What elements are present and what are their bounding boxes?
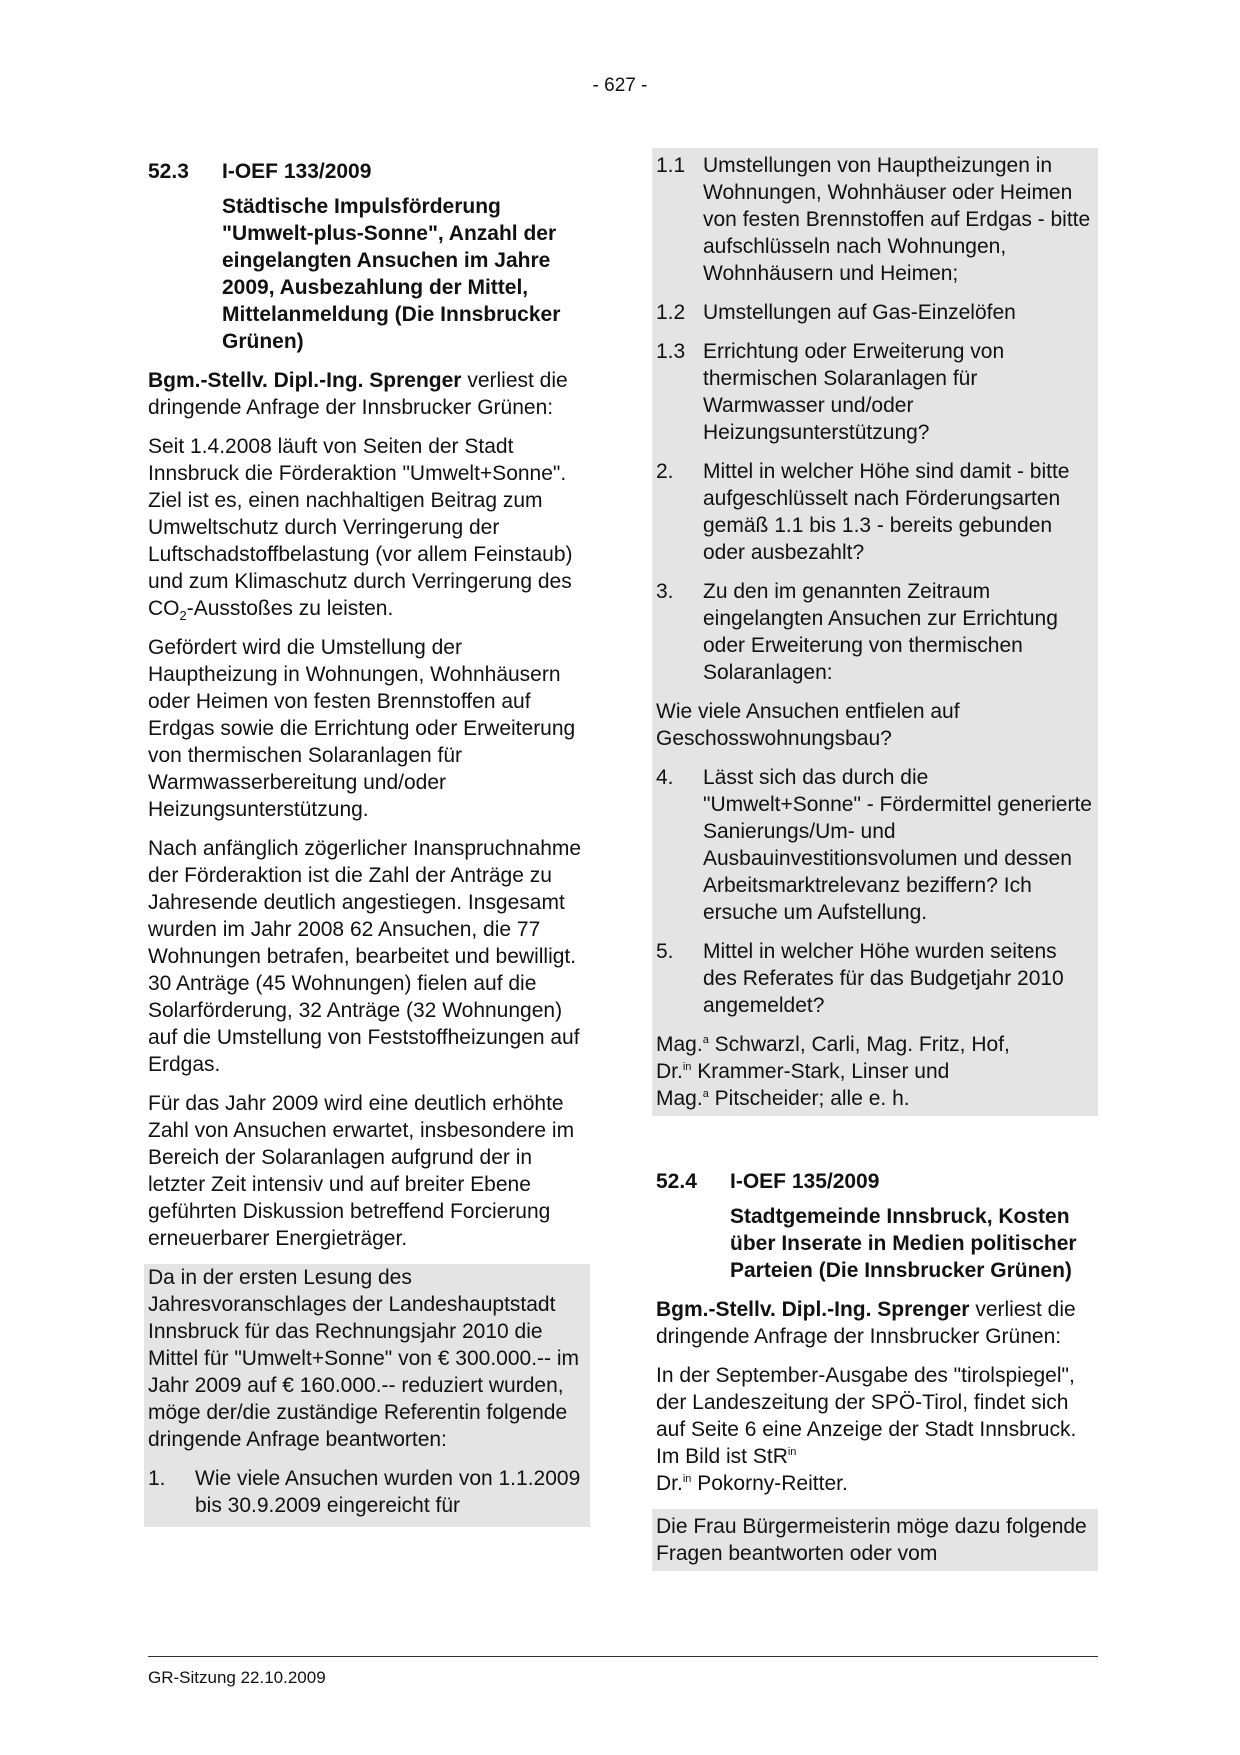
speaker-intro [148,367,590,421]
question-list [656,764,1092,1019]
section-title: Städtische Impulsförderung "Umwelt-plus-Sonne", Anzahl der eingelangten Ansuchen im Jahre 2009, Ausbezahlung der Mittel, Mittelanmeldung (Die Innsbrucker Grünen) [222,195,561,353]
item-number: 2. [656,460,674,483]
paragraph-text: Seit 1.4.2008 läuft von Seiten der Stadt Innsbruck die Förderaktion "Umwelt+Sonne". Ziel ist es, einen nachhaltigen Beitrag zum Umweltschutz durch Verringerung der Luftschadstoffbelastung (vor allem Feinstaub) und zum Klimaschutz durch Verringerung des CO [148,435,573,620]
item-number: 1.3 [656,340,686,363]
question-item [656,338,1092,446]
section-number: 52.3 [148,160,189,183]
paragraph-text: Pokorny-Reitter. [691,1472,848,1495]
left-column [148,148,590,1527]
signatory-line: Mag.$^a$ Pitscheider; alle e. h. [656,1087,910,1110]
question-item [656,578,1092,686]
item-number: 1.2 [656,301,686,324]
question-item [148,1465,586,1519]
speaker-rest: verliest die dringende Anfrage der Innsbrucker Grünen: [148,369,568,419]
item-number: 3. [656,580,674,603]
subscript: 2 [179,608,187,624]
superscript: in [682,1473,692,1485]
footer: GR-Sitzung 22.10.2009 [148,1668,326,1687]
paragraph-text: In der September-Ausgabe des "tirolspiegel", der Landeszeitung der SPÖ-Tirol, findet sich auf Seite 6 eine Anzeige der Stadt Innsbruck. Im Bild ist StR [656,1364,1077,1468]
item-text: Mittel in welcher Höhe sind damit - bitte aufgeschlüsselt nach Förderungsarten gemäß 1.1 bis 1.3 - bereits gebunden oder ausbezahlt? [703,460,1070,564]
item-number: 1.1 [656,154,686,177]
paragraph-text: -Ausstoßes zu leisten. [186,597,394,620]
section-id: I-OEF 135/2009 [730,1170,880,1193]
item-text: Errichtung oder Erweiterung von thermischen Solaranlagen für Warmwasser und/oder Heizungsunterstützung? [703,340,1005,444]
question-list [656,152,1092,686]
signatory-line: Mag.$^a$ Schwarzl, Carli, Mag. Fritz, Hof, [656,1033,1010,1056]
footer-divider [148,1656,1098,1657]
paragraph: Gefördert wird die Umstellung der Hauptheizung in Wohnungen, Wohnhäusern oder Heimen von festen Brennstoffen auf Erdgas sowie die Errichtung oder Erweiterung von thermischen Solaranlagen für Warmwasserbereitung und/oder Heizungsunterstützung. [148,636,576,821]
superscript: in [787,1446,797,1458]
question-item [656,938,1092,1019]
paragraph: Nach anfänglich zögerlicher Inanspruchnahme der Förderaktion ist die Zahl der Anträge zu Jahresende deutlich angestiegen. Insgesamt wurden im Jahr 2008 62 Ansuchen, die 77 Wohnungen betrafen, bearbeitet und bewilligt. 30 Anträge (45 Wohnungen) fielen auf die Solarförderung, 32 Anträge (32 Wohnungen) auf die Umstellung von Feststoffheizungen auf Erdgas. [148,837,582,1076]
item-number: 5. [656,940,674,963]
item-text: Umstellungen auf Gas-Einzelöfen [703,301,1016,324]
paragraph: Die Frau Bürgermeisterin möge dazu folgende Fragen beantworten oder vom [656,1515,1087,1565]
speaker-name: Bgm.-Stellv. Dipl.-Ing. Sprenger [148,369,462,392]
item-text: Mittel in welcher Höhe wurden seitens des Referates für das Budgetjahr 2010 angemeldet? [703,940,1064,1017]
speaker-intro [656,1296,1098,1350]
question-item [656,299,1092,326]
question-item [656,152,1092,287]
item-number: 4. [656,766,674,789]
paragraph: Für das Jahr 2009 wird eine deutlich erhöhte Zahl von Ansuchen erwartet, insbesondere im Bereich der Solaranlagen aufgrund der in letzter Zeit intensiv und auf breiter Ebene geführten Diskussion betreffend Forcierung erneuerbarer Energieträger. [148,1092,575,1250]
section-number: 52.4 [656,1170,697,1193]
page-number: - 627 - [592,75,648,96]
highlighted-block [144,1264,590,1527]
item-text: Lässt sich das durch die "Umwelt+Sonne" - Fördermittel generierte Sanierungs/Um- und Ausbauinvestitionsvolumen und dessen Arbeitsmarktrelevanz beziffern? Ich ersuche um Aufstellung. [703,766,1092,924]
question-item [656,764,1092,926]
item-text: Wie viele Ansuchen wurden von 1.1.2009 bis 30.9.2009 eingereicht für [195,1467,581,1517]
highlighted-block [652,1509,1098,1571]
section-id: I-OEF 133/2009 [222,160,372,183]
section-heading-52-3 [148,158,590,185]
signatory-line: Dr.$^{in}$ Krammer-Stark, Linser und [656,1060,950,1083]
section-heading-52-4 [656,1168,1098,1195]
paragraph [148,433,590,622]
right-column [656,148,1098,1571]
speaker-rest: verliest die dringende Anfrage der Innsbrucker Grünen: [656,1298,1076,1348]
speaker-name: Bgm.-Stellv. Dipl.-Ing. Sprenger [656,1298,970,1321]
paragraph [656,1362,1098,1497]
signatories [656,1031,1092,1112]
question-item [656,458,1092,566]
item-number: 1. [148,1467,166,1490]
paragraph: Da in der ersten Lesung des Jahresvoranschlages der Landeshauptstadt Innsbruck für das Rechnungsjahr 2010 die Mittel für "Umwelt+Sonne" von € 300.000.-- im Jahr 2009 auf € 160.000.-- reduziert wurden, möge der/die zuständige Referentin folgende dringende Anfrage beantworten: [148,1266,580,1451]
item-text: Zu den im genannten Zeitraum eingelangten Ansuchen zur Errichtung oder Erweiterung von thermischen Solaranlagen: [703,580,1058,684]
highlighted-block [652,148,1098,1116]
section-title: Stadtgemeinde Innsbruck, Kosten über Inserate in Medien politischer Parteien (Die Innsbrucker Grünen) [730,1205,1077,1282]
item-text: Umstellungen von Hauptheizungen in Wohnungen, Wohnhäuser oder Heimen von festen Brennstoffen auf Erdgas - bitte aufschlüsseln nach Wohnungen, Wohnhäusern und Heimen; [703,154,1091,285]
paragraph-text: Dr. [656,1472,683,1495]
item-subtext: Wie viele Ansuchen entfielen auf Geschosswohnungsbau? [656,700,960,750]
